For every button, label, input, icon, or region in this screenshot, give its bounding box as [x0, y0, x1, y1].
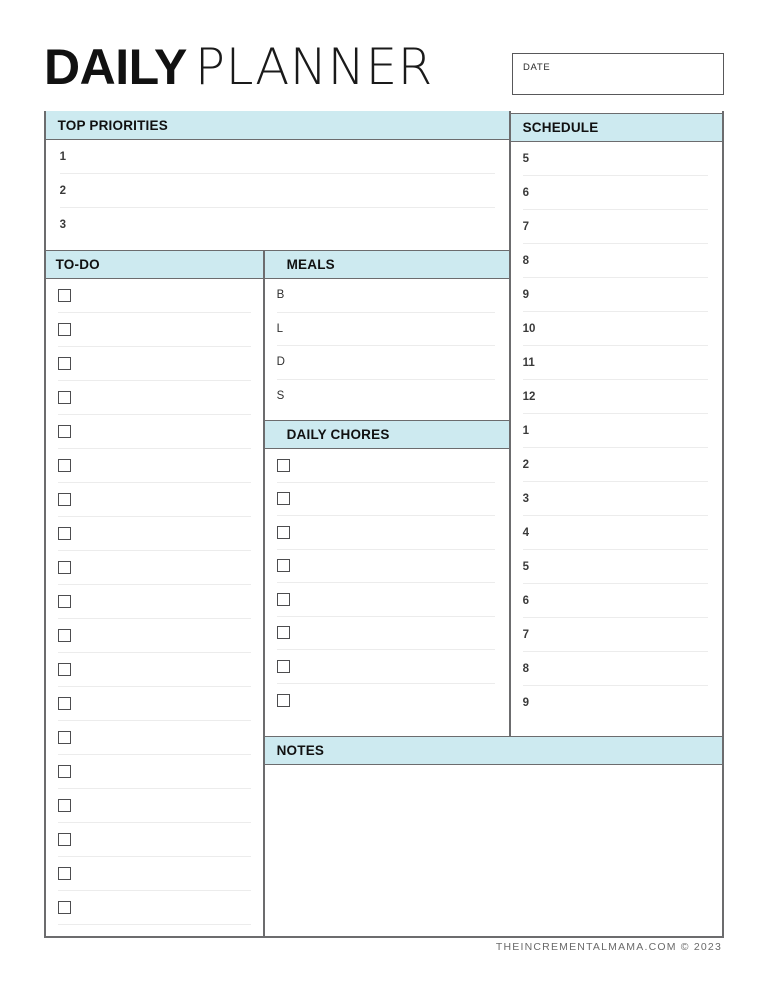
todo-checkbox[interactable]: [58, 289, 71, 302]
top-priorities-header: [46, 111, 509, 140]
section-top-priorities: [46, 111, 509, 242]
planner-grid: [44, 111, 724, 938]
schedule-hour: 5: [522, 560, 529, 573]
meal-row[interactable]: [277, 380, 495, 414]
todo-checkbox[interactable]: [58, 867, 71, 880]
schedule-row[interactable]: [523, 516, 709, 550]
schedule-hour: 8: [522, 662, 529, 675]
todo-row[interactable]: [58, 823, 251, 857]
chore-checkbox[interactable]: [277, 526, 290, 539]
schedule-row[interactable]: [523, 210, 709, 244]
section-todo: [46, 250, 263, 925]
schedule-row[interactable]: [523, 380, 709, 414]
chore-checkbox[interactable]: [277, 492, 290, 505]
todo-row[interactable]: [58, 551, 251, 585]
todo-checkbox[interactable]: [58, 527, 71, 540]
schedule-hour: 11: [522, 356, 535, 369]
meal-label: S: [276, 390, 285, 403]
section-meals: [265, 250, 509, 413]
todo-rows: [46, 279, 263, 925]
page-title-bold: DAILY: [44, 39, 187, 95]
page-title-light: PLANNER: [194, 38, 433, 96]
todo-checkbox[interactable]: [58, 663, 71, 676]
chore-checkbox[interactable]: [277, 593, 290, 606]
todo-row[interactable]: [58, 891, 251, 925]
todo-row[interactable]: [58, 517, 251, 551]
grid-bottom-border: [44, 936, 724, 938]
meal-row[interactable]: [277, 279, 495, 313]
top-priorities-title: TOP PRIORITIES: [57, 117, 168, 133]
schedule-row[interactable]: [523, 176, 709, 210]
schedule-hour: 7: [522, 628, 529, 641]
chore-checkbox[interactable]: [277, 694, 290, 707]
todo-row[interactable]: [58, 483, 251, 517]
todo-row[interactable]: [58, 279, 251, 313]
date-label: DATE: [523, 62, 551, 73]
schedule-hour: 3: [522, 492, 529, 505]
section-schedule: [511, 113, 723, 720]
todo-row[interactable]: [58, 789, 251, 823]
chore-row[interactable]: [277, 449, 495, 483]
todo-row[interactable]: [58, 755, 251, 789]
schedule-row[interactable]: [523, 278, 709, 312]
meals-header: [265, 250, 509, 279]
notes-header: [265, 736, 723, 765]
schedule-hour: 2: [522, 458, 529, 471]
todo-row[interactable]: [58, 619, 251, 653]
schedule-hour: 6: [522, 186, 529, 199]
chore-checkbox[interactable]: [277, 626, 290, 639]
priority-row[interactable]: [60, 208, 495, 242]
priority-number: 1: [59, 150, 66, 163]
schedule-hour: 7: [522, 220, 529, 233]
section-notes: [265, 736, 723, 934]
schedule-row[interactable]: [523, 448, 709, 482]
todo-checkbox[interactable]: [58, 425, 71, 438]
page-title: [44, 38, 433, 96]
footer-credit: THEINCREMENTALMAMA.COM © 2023: [495, 941, 722, 953]
chore-row[interactable]: [277, 483, 495, 517]
top-priorities-rows: [46, 140, 509, 242]
section-daily-chores: [265, 420, 509, 717]
todo-row[interactable]: [58, 857, 251, 891]
schedule-row[interactable]: [523, 550, 709, 584]
todo-row[interactable]: [58, 721, 251, 755]
todo-row[interactable]: [58, 381, 251, 415]
date-field[interactable]: [512, 53, 724, 95]
todo-row[interactable]: [58, 347, 251, 381]
priority-row[interactable]: [60, 174, 495, 208]
daily-chores-header: [265, 420, 509, 449]
todo-checkbox[interactable]: [58, 595, 71, 608]
schedule-rows: [511, 142, 723, 720]
meal-label: L: [276, 322, 283, 335]
todo-checkbox[interactable]: [58, 833, 71, 846]
schedule-hour: 4: [522, 526, 529, 539]
todo-row[interactable]: [58, 653, 251, 687]
chore-checkbox[interactable]: [277, 459, 290, 472]
priority-row[interactable]: [60, 140, 495, 174]
schedule-row[interactable]: [523, 652, 709, 686]
todo-checkbox[interactable]: [58, 765, 71, 778]
todo-checkbox[interactable]: [58, 629, 71, 642]
masthead: [44, 40, 724, 102]
todo-title: TO-DO: [55, 257, 100, 272]
schedule-row[interactable]: [523, 244, 709, 278]
chore-row[interactable]: [277, 516, 495, 550]
meal-row[interactable]: [277, 346, 495, 380]
schedule-hour: 10: [522, 322, 536, 335]
todo-checkbox[interactable]: [58, 901, 71, 914]
notes-title: NOTES: [276, 743, 325, 758]
todo-row[interactable]: [58, 313, 251, 347]
schedule-title: SCHEDULE: [522, 120, 599, 135]
todo-row[interactable]: [58, 585, 251, 619]
todo-row[interactable]: [58, 687, 251, 721]
todo-checkbox[interactable]: [58, 697, 71, 710]
notes-writing-area[interactable]: [265, 765, 723, 934]
schedule-row[interactable]: [523, 686, 709, 720]
todo-row[interactable]: [58, 449, 251, 483]
daily-chores-title: DAILY CHORES: [286, 427, 390, 442]
schedule-hour: 9: [522, 288, 529, 301]
schedule-row[interactable]: [523, 346, 709, 380]
chore-row[interactable]: [277, 583, 495, 617]
daily-chores-rows: [265, 449, 509, 717]
todo-checkbox[interactable]: [58, 391, 71, 404]
todo-checkbox[interactable]: [58, 799, 71, 812]
schedule-row[interactable]: [523, 142, 709, 176]
schedule-row[interactable]: [523, 414, 709, 448]
todo-checkbox[interactable]: [58, 493, 71, 506]
schedule-row[interactable]: [523, 482, 709, 516]
todo-checkbox[interactable]: [58, 357, 71, 370]
schedule-hour: 9: [522, 697, 529, 709]
schedule-hour: 12: [522, 390, 536, 403]
meals-title: MEALS: [286, 257, 335, 272]
schedule-row[interactable]: [523, 618, 709, 652]
meals-rows: [265, 279, 509, 413]
meal-label: B: [276, 289, 285, 302]
schedule-row[interactable]: [523, 312, 709, 346]
meal-row[interactable]: [277, 313, 495, 347]
schedule-row[interactable]: [523, 584, 709, 618]
todo-header: [46, 250, 263, 279]
schedule-hour: 5: [522, 152, 529, 165]
schedule-hour: 1: [522, 424, 529, 437]
grid-right-border: [722, 111, 724, 938]
priority-number: 3: [59, 219, 66, 231]
todo-checkbox[interactable]: [58, 561, 71, 574]
schedule-hour: 8: [522, 254, 529, 267]
chore-row[interactable]: [277, 550, 495, 584]
chore-checkbox[interactable]: [277, 660, 290, 673]
meal-label: D: [276, 356, 285, 369]
chore-row[interactable]: [277, 684, 495, 718]
notes-value: [265, 765, 723, 785]
todo-checkbox[interactable]: [58, 731, 71, 744]
chore-row[interactable]: [277, 650, 495, 684]
schedule-header: [511, 113, 723, 142]
todo-checkbox[interactable]: [58, 323, 71, 336]
todo-checkbox[interactable]: [58, 459, 71, 472]
chore-row[interactable]: [277, 617, 495, 651]
todo-row[interactable]: [58, 415, 251, 449]
schedule-hour: 6: [522, 594, 529, 607]
priority-number: 2: [59, 184, 66, 197]
chore-checkbox[interactable]: [277, 559, 290, 572]
